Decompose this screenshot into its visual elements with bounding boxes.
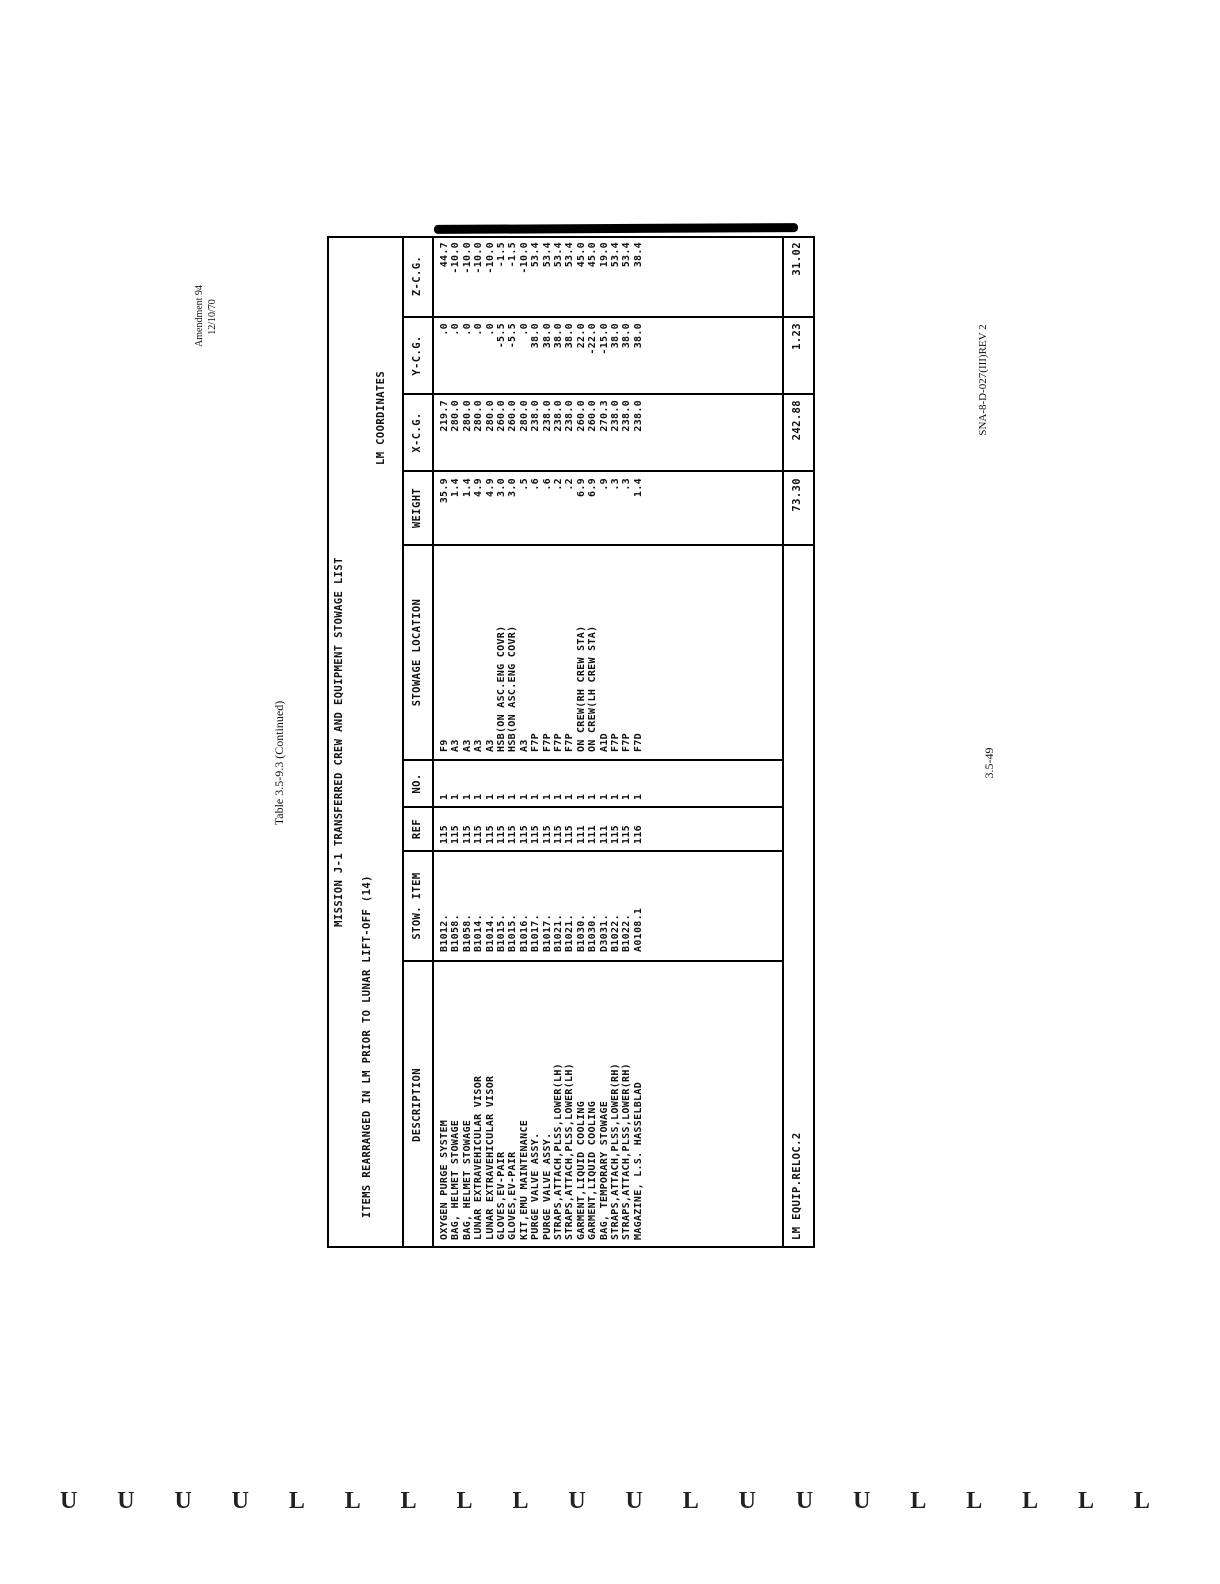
cell-location: F7P [610, 733, 621, 752]
cell-x: 280.0 [473, 400, 485, 432]
cell-description: STRAPS,ATTACH,PLSS,LOWER(RH) [621, 1063, 633, 1240]
cell-x: 238.0 [610, 400, 621, 432]
cell-no: 1 [621, 793, 633, 800]
cell-y: -15.0 [598, 323, 610, 355]
cell-x: 238.0 [530, 400, 542, 432]
cell-weight: .6 [530, 478, 542, 491]
cell-location: HSB(ON ASC.ENG COVR) [496, 625, 507, 752]
cell-description: LUNAR EXTRAVEHICULAR VISOR [484, 1075, 496, 1240]
cell-location: F7P [621, 733, 633, 752]
col-header-weight: WEIGHT [411, 487, 423, 529]
cell-x: 280.0 [484, 400, 496, 432]
cell-stow-item: B1021. [553, 914, 564, 952]
cell-stow-item: B1058. [450, 914, 462, 952]
cell-stow-item: B1012. [439, 914, 450, 952]
cell-ref: 115 [518, 825, 530, 844]
cell-z: -10.0 [473, 242, 485, 274]
cell-location: F7P [541, 733, 553, 752]
cell-location: A3 [518, 739, 530, 752]
cell-z: -10.0 [461, 242, 473, 274]
col-header-ref: REF [411, 818, 423, 840]
page-number: 3.5-49 [982, 747, 996, 779]
cell-ref: 115 [553, 825, 564, 844]
footer-mark: L [1022, 1488, 1039, 1514]
cell-description: MAGAZINE, L.S. HASSELBLAD [632, 1081, 644, 1240]
cell-description: PURGE VALVE ASSY. [541, 1132, 553, 1240]
cell-stow-item: B1014. [484, 914, 496, 952]
footer-mark: L [966, 1488, 983, 1514]
cell-location: A3 [450, 739, 462, 752]
cell-y: 22.0 [575, 323, 587, 349]
cell-description: BAG, TEMPORARY STOWAGE [598, 1100, 610, 1240]
cell-y: 38.0 [610, 323, 621, 349]
cell-no: 1 [610, 793, 621, 800]
cell-x: 238.0 [553, 400, 564, 432]
cell-x: 260.0 [587, 400, 599, 432]
footer-mark: L [512, 1488, 529, 1514]
footer-mark: L [910, 1488, 927, 1514]
footer-mark: L [1133, 1488, 1150, 1514]
cell-weight: .6 [541, 478, 553, 491]
footer-marks [60, 1488, 1150, 1518]
footer-mark: L [400, 1488, 417, 1514]
cell-ref: 115 [541, 825, 553, 844]
cell-z: -1.5 [496, 242, 507, 268]
cell-no: 1 [530, 793, 542, 800]
cell-location: ON CREW(RH CREW STA) [575, 625, 587, 752]
cell-z: 45.0 [587, 242, 599, 268]
cell-y: -5.5 [507, 323, 519, 349]
cell-z: 53.4 [564, 242, 576, 268]
table-subtitle: ITEMS REARRANGED IN LM PRIOR TO LUNAR LIFT-OFF (14) [361, 875, 373, 1218]
cell-stow-item: B1022. [610, 914, 621, 952]
footer-mark: L [1077, 1488, 1094, 1514]
column-header-rule [432, 236, 434, 1248]
cell-y: .0 [450, 323, 462, 336]
footer-mark: U [60, 1488, 78, 1514]
cell-weight: .3 [621, 478, 633, 491]
table-caption: Table 3.5-9.3 (Continued) [272, 700, 286, 826]
cell-weight: 35.9 [439, 478, 450, 504]
cell-stow-item: A0108.1 [632, 907, 644, 952]
cell-weight: 3.0 [496, 478, 507, 497]
cell-x: 270.3 [598, 400, 610, 432]
cell-x: 260.0 [496, 400, 507, 432]
cell-stow-item: B1030. [575, 914, 587, 952]
cell-y: 38.0 [564, 323, 576, 349]
col-sep-8 [402, 316, 815, 318]
cell-no: 1 [587, 793, 599, 800]
cell-ref: 115 [507, 825, 519, 844]
cell-no: 1 [553, 793, 564, 800]
cell-ref: 111 [598, 825, 610, 844]
cell-weight: .2 [553, 478, 564, 491]
footer-mark: U [117, 1488, 135, 1514]
cell-x: 280.0 [450, 400, 462, 432]
cell-ref: 111 [587, 825, 599, 844]
cell-y: 38.0 [541, 323, 553, 349]
footer-mark: U [853, 1488, 871, 1514]
cell-ref: 115 [461, 825, 473, 844]
col-sep-7 [402, 393, 815, 395]
total-rule [782, 236, 784, 1248]
cell-y: .0 [439, 323, 450, 336]
cell-description: OXYGEN PURGE SYSTEM [439, 1119, 450, 1240]
cell-no: 1 [541, 793, 553, 800]
header-rule [402, 236, 404, 1248]
col-header-z: Z-C.G. [411, 255, 423, 297]
cell-weight: 3.0 [507, 478, 519, 497]
cell-z: 53.4 [610, 242, 621, 268]
cell-z: 53.4 [621, 242, 633, 268]
footer-mark: L [682, 1488, 699, 1514]
footer-mark: L [456, 1488, 473, 1514]
cell-z: 53.4 [530, 242, 542, 268]
cell-ref: 115 [610, 825, 621, 844]
cell-location: F9 [439, 739, 450, 752]
cell-ref: 115 [496, 825, 507, 844]
cell-y: 38.0 [621, 323, 633, 349]
cell-no: 1 [632, 793, 644, 800]
cell-no: 1 [450, 793, 462, 800]
cell-z: 19.0 [598, 242, 610, 268]
cell-weight: 6.9 [575, 478, 587, 497]
cell-y: -22.0 [587, 323, 599, 355]
total-z: 31.02 [791, 242, 803, 276]
cell-description: BAG, HELMET STOWAGE [450, 1119, 462, 1240]
footer-mark: U [568, 1488, 586, 1514]
table-title: MISSION J-1 TRANSFERRED CREW AND EQUIPMENT STOWAGE LIST [333, 557, 345, 927]
footer-mark: U [231, 1488, 249, 1514]
cell-z: 38.4 [632, 242, 644, 268]
cell-ref: 115 [450, 825, 462, 844]
stowage-table [327, 236, 815, 1248]
col-header-x: X-C.G. [411, 412, 423, 453]
cell-description: LUNAR EXTRAVEHICULAR VISOR [473, 1075, 485, 1240]
cell-ref: 115 [530, 825, 542, 844]
col-header-stow-item: STOW. ITEM [411, 872, 423, 940]
cell-z: 45.0 [575, 242, 587, 268]
cell-no: 1 [484, 793, 496, 800]
cell-weight: .5 [518, 478, 530, 491]
cell-weight: .2 [564, 478, 576, 491]
cell-description: GLOVES,EV-PAIR [496, 1151, 507, 1240]
cell-weight: 1.4 [632, 478, 644, 497]
cell-x: 260.0 [575, 400, 587, 432]
cell-y: 38.0 [553, 323, 564, 349]
col-header-no: NO. [411, 773, 423, 794]
cell-description: STRAPS,ATTACH,PLSS,LOWER(LH) [564, 1063, 576, 1240]
cell-location: F7P [530, 733, 542, 752]
cell-y: -5.5 [496, 323, 507, 349]
cell-location: A3 [484, 739, 496, 752]
amendment-date: 12/10/70 [207, 299, 218, 335]
cell-z: -1.5 [507, 242, 519, 268]
cell-y: 38.0 [632, 323, 644, 349]
cell-ref: 115 [564, 825, 576, 844]
cell-weight: 1.4 [450, 478, 462, 497]
cell-stow-item: B1015. [507, 914, 519, 952]
total-weight: 73.30 [791, 478, 803, 512]
cell-x: 260.0 [507, 400, 519, 432]
col-header-location: STOWAGE LOCATION [411, 598, 423, 707]
cell-ref: 116 [632, 825, 644, 844]
footer-mark: U [795, 1488, 814, 1514]
cell-description: BAG, HELMET STOWAGE [461, 1119, 473, 1240]
cell-weight: 4.9 [484, 478, 496, 497]
cell-no: 1 [439, 793, 450, 800]
change-bar [434, 223, 798, 234]
cell-description: STRAPS,ATTACH,PLSS,LOWER(RH) [610, 1063, 621, 1240]
footer-mark: U [738, 1488, 756, 1514]
cell-description: GLOVES,EV-PAIR [507, 1151, 519, 1240]
cell-z: -10.0 [450, 242, 462, 274]
cell-stow-item: B1021. [564, 914, 576, 952]
coord-group-label: LM COORDINATES [375, 370, 387, 465]
cell-weight: .9 [598, 478, 610, 491]
cell-x: 238.0 [632, 400, 644, 432]
cell-stow-item: B1058. [461, 914, 473, 952]
cell-weight: 4.9 [473, 478, 485, 497]
cell-x: 219.7 [439, 400, 450, 432]
cell-no: 1 [496, 793, 507, 800]
cell-location: ON CREW(LH CREW STA) [587, 625, 599, 752]
document-id: SNA-8-D-027(III)REV 2 [977, 324, 989, 436]
cell-location: A3 [473, 739, 485, 752]
cell-stow-item: B1017. [541, 914, 553, 952]
cell-z: 53.4 [553, 242, 564, 268]
col-header-y: Y-C.G. [411, 335, 423, 376]
cell-ref: 115 [621, 825, 633, 844]
cell-location: F7D [632, 733, 644, 752]
cell-y: .0 [484, 323, 496, 336]
cell-description: STRAPS,ATTACH,PLSS,LOWER(LH) [553, 1063, 564, 1240]
cell-no: 1 [507, 793, 519, 800]
cell-no: 1 [564, 793, 576, 800]
cell-weight: .3 [610, 478, 621, 491]
col-sep-6 [402, 470, 815, 472]
cell-no: 1 [461, 793, 473, 800]
cell-weight: 6.9 [587, 478, 599, 497]
cell-location: A3 [461, 739, 473, 752]
cell-z: 53.4 [541, 242, 553, 268]
cell-stow-item: B1022. [621, 914, 633, 952]
footer-mark: U [174, 1488, 192, 1514]
footer-mark: L [344, 1488, 361, 1514]
cell-ref: 115 [439, 825, 450, 844]
cell-no: 1 [598, 793, 610, 800]
footer-mark: L [288, 1488, 305, 1514]
cell-weight: 1.4 [461, 478, 473, 497]
cell-x: 280.0 [461, 400, 473, 432]
cell-stow-item: B1017. [530, 914, 542, 952]
total-x: 242.88 [791, 400, 803, 441]
cell-no: 1 [518, 793, 530, 800]
cell-no: 1 [473, 793, 485, 800]
cell-stow-item: B1030. [587, 914, 599, 952]
col-sep-4 [402, 759, 783, 761]
footer-mark: U [625, 1488, 643, 1514]
cell-description: GARMENT,LIQUID COOLING [587, 1100, 599, 1240]
cell-description: PURGE VALVE ASSY. [530, 1132, 542, 1240]
cell-description: GARMENT,LIQUID COOLING [575, 1100, 587, 1240]
amendment-label: Amendment 94 [194, 285, 205, 347]
col-header-description: DESCRIPTION [411, 1068, 423, 1142]
cell-z: -10.0 [518, 242, 530, 274]
cell-z: 44.7 [439, 242, 450, 268]
cell-x: 238.0 [564, 400, 576, 432]
total-label: LM EQUIP.RELOC.2 [791, 1132, 803, 1240]
cell-stow-item: B1016. [518, 914, 530, 952]
cell-ref: 115 [473, 825, 485, 844]
cell-no: 1 [575, 793, 587, 800]
cell-y: 38.0 [530, 323, 542, 349]
cell-location: HSB(ON ASC.ENG COVR) [507, 625, 519, 752]
cell-description: KIT,EMU MAINTENANCE [518, 1119, 530, 1240]
cell-x: 280.0 [518, 400, 530, 432]
cell-x: 238.0 [541, 400, 553, 432]
cell-ref: 111 [575, 825, 587, 844]
cell-stow-item: D3031. [598, 914, 610, 952]
amendment-header [193, 287, 223, 347]
cell-x: 238.0 [621, 400, 633, 432]
cell-stow-item: B1014. [473, 914, 485, 952]
cell-y: .0 [473, 323, 485, 336]
cell-location: F7P [564, 733, 576, 752]
cell-ref: 115 [484, 825, 496, 844]
cell-y: .0 [518, 323, 530, 336]
cell-y: .0 [461, 323, 473, 336]
cell-location: A1D [598, 733, 610, 752]
cell-location: F7P [553, 733, 564, 752]
cell-z: -10.0 [484, 242, 496, 274]
cell-stow-item: B1015. [496, 914, 507, 952]
total-y: 1.23 [791, 323, 803, 350]
